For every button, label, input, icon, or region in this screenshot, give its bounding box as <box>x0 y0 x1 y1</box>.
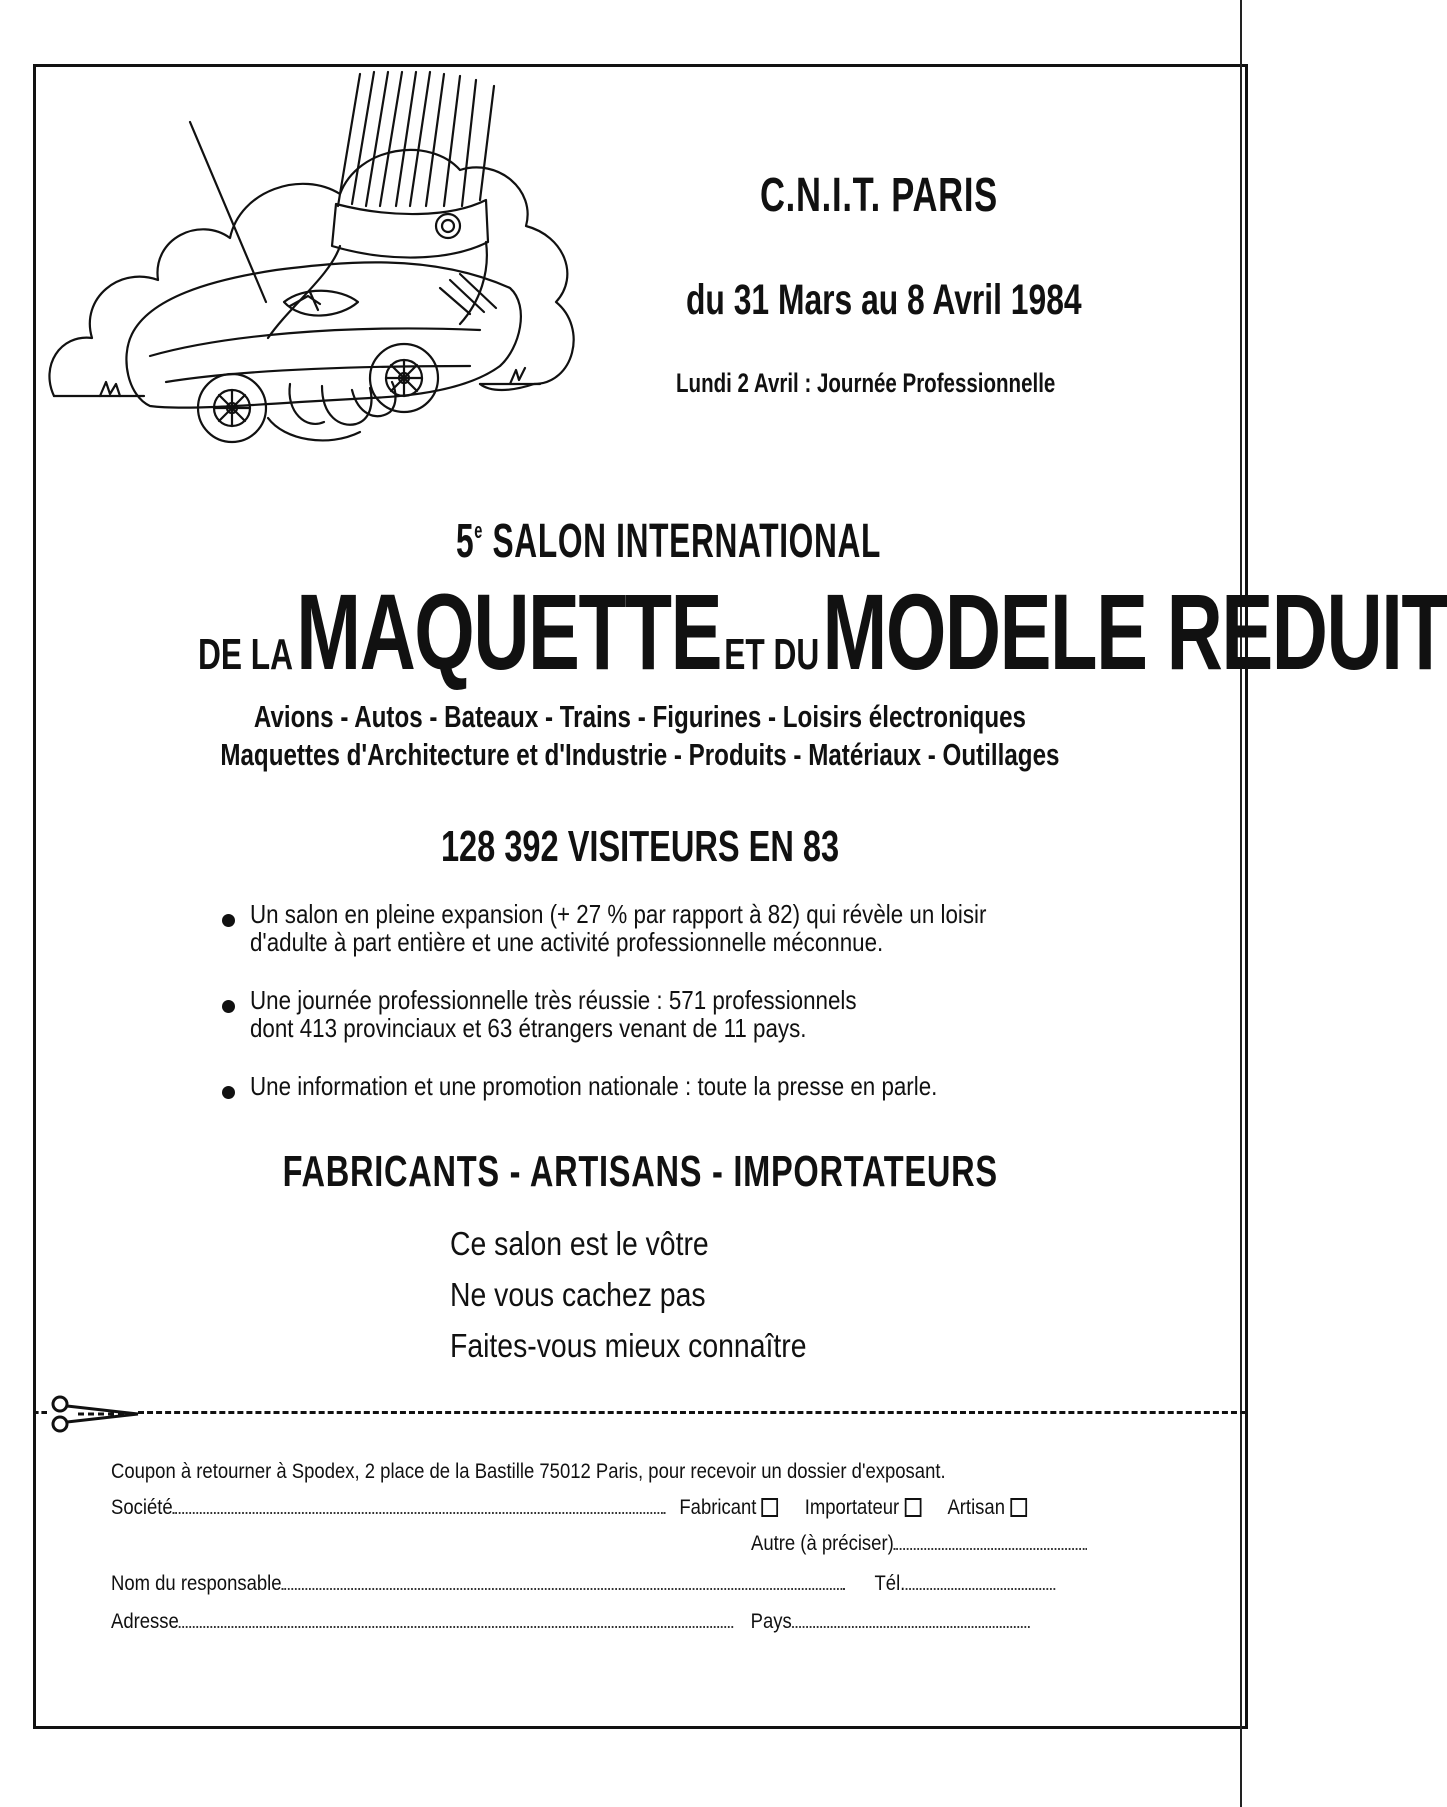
slogan-line: Faites-vous mieux connaître <box>450 1327 807 1364</box>
bullet-text: Un salon en pleine expansion (+ 27 % par rapport à 82) qui révèle un loisir d'adulte à part entière et une activité professionnelle méconnue. <box>250 899 987 957</box>
manufacturer-label: Fabricant <box>679 1496 757 1519</box>
venue-title: C.N.I.T. PARIS <box>760 169 998 222</box>
professional-day: Lundi 2 Avril : Journée Professionnelle <box>676 368 1056 398</box>
list-item <box>222 900 1122 956</box>
coupon-intro: Coupon à retourner à Spodex, 2 place de la Bastille 75012 Paris, pour recevoir un dossier d'exposant. <box>111 1460 946 1483</box>
audience-heading: FABRICANTS - ARTISANS - IMPORTATEURS <box>282 1147 998 1196</box>
bullet-text: Une information et une promotion nationale : toute la presse en parle. <box>250 1071 938 1101</box>
title-prefix-1: DE LA <box>198 630 294 679</box>
importer-label: Importateur <box>804 1496 900 1519</box>
category-list <box>0 698 1280 774</box>
company-label: Société <box>111 1496 173 1519</box>
salon-heading <box>456 514 881 569</box>
bullet-text: Une journée professionnelle très réussie : 571 professionnels dont 413 provinciaux et 63 étrangers venant de 11 pays. <box>250 985 857 1043</box>
slogan-list <box>450 1218 865 1371</box>
slogan-line: Ne vous cachez pas <box>450 1276 706 1313</box>
country-label: Pays <box>750 1610 792 1633</box>
manufacturer-checkbox[interactable] <box>762 1498 779 1517</box>
manager-field[interactable] <box>282 1572 845 1590</box>
category-line: Avions - Autos - Bateaux - Trains - Figurines - Loisirs électroniques <box>253 699 1027 734</box>
artisan-checkbox[interactable] <box>1010 1498 1027 1517</box>
scissors-icon <box>38 1394 142 1434</box>
company-row <box>111 1496 1027 1520</box>
address-label: Adresse <box>111 1610 179 1633</box>
edition-number: 5 <box>456 515 475 568</box>
category-line: Maquettes d'Architecture et d'Industrie - Produits - Matériaux - Outillages <box>220 737 1060 772</box>
bullet-icon <box>222 1086 235 1099</box>
title-prefix-2: ET DU <box>724 630 820 679</box>
address-field[interactable] <box>179 1610 733 1628</box>
title-word-1: MAQUETTE <box>296 571 722 692</box>
country-field[interactable] <box>792 1610 1030 1628</box>
edition-suffix: e <box>474 518 484 543</box>
salon-label: SALON INTERNATIONAL <box>492 515 882 568</box>
artisan-label: Artisan <box>947 1496 1005 1519</box>
company-field[interactable] <box>173 1496 666 1514</box>
address-row <box>111 1610 1029 1634</box>
title-word-2: MODELE REDUIT <box>822 571 1447 692</box>
list-item <box>222 1072 1122 1100</box>
cut-line <box>138 1411 1246 1414</box>
phone-field[interactable] <box>905 1572 1055 1590</box>
importer-checkbox[interactable] <box>904 1498 921 1517</box>
bullet-list <box>222 900 1122 1130</box>
bullet-icon <box>222 1000 235 1013</box>
slogan-line: Ce salon est le vôtre <box>450 1225 709 1262</box>
main-title <box>198 571 1447 692</box>
list-item <box>222 986 1122 1042</box>
page-edge-rule <box>1240 0 1242 1807</box>
bullet-icon <box>222 914 235 927</box>
rc-car-illustration <box>40 66 600 456</box>
manager-label: Nom du responsable <box>111 1572 282 1595</box>
other-field[interactable] <box>894 1532 1088 1550</box>
phone-label: Tél. <box>874 1572 906 1595</box>
other-row <box>751 1532 1087 1556</box>
visitor-count: 128 392 VISITEURS EN 83 <box>440 822 840 871</box>
event-dates: du 31 Mars au 8 Avril 1984 <box>686 276 1082 324</box>
manager-row <box>111 1572 1055 1596</box>
other-label: Autre (à préciser) <box>751 1532 894 1555</box>
